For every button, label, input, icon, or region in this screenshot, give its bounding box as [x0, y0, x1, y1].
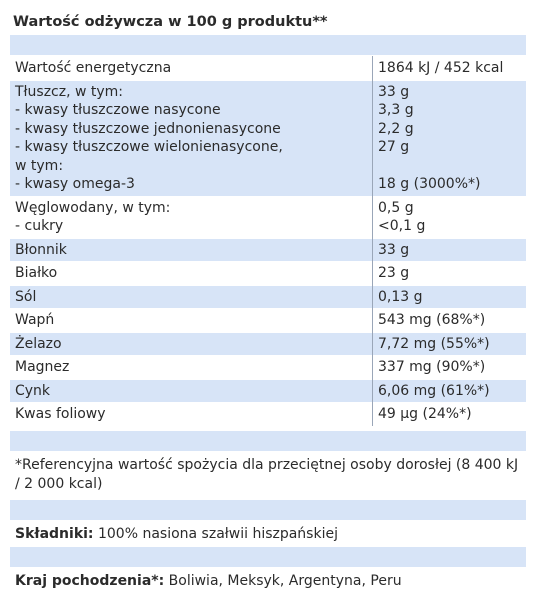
- nutrient-name-cell: [10, 196, 373, 238]
- nutrient-name: Magnez: [15, 359, 70, 375]
- nutrient-name: Węglowodany, w tym:: [15, 199, 171, 216]
- nutrient-value: 49 µg (24%*): [378, 406, 472, 422]
- nutrient-row: [10, 285, 526, 309]
- nutrient-name: - kwasy tłuszczowe wielonienasycone,: [15, 139, 283, 155]
- nutrient-value-cell: [373, 57, 527, 81]
- nutrient-name: Sól: [15, 288, 37, 305]
- header-bar: [10, 35, 526, 56]
- origin-label: Kraj pochodzenia*:: [15, 572, 165, 589]
- separator-bar: [10, 431, 526, 452]
- nutrient-row: [10, 196, 526, 238]
- nutrient-value-cell: [373, 379, 527, 403]
- nutrient-value: 23 g: [378, 265, 410, 281]
- nutrient-name: w tym:: [15, 157, 64, 174]
- nutrient-value-cell: [373, 309, 527, 333]
- nutrient-name-cell: [10, 262, 373, 286]
- nutrient-name: - kwasy omega-3: [15, 176, 135, 192]
- nutrient-name: - kwasy tłuszczowe jednonienasycone: [15, 120, 281, 137]
- nutrient-value: <0,1 g: [378, 218, 426, 234]
- nutrient-value-cell: [373, 356, 527, 380]
- nutrient-row: [10, 332, 526, 356]
- nutrient-name-cell: [10, 356, 373, 380]
- nutrient-name: Kwas foliowy: [15, 406, 106, 422]
- nutrient-value-cell: [373, 238, 527, 262]
- nutrient-value: 18 g (3000%*): [378, 176, 481, 192]
- ingredients-label: Składniki:: [15, 525, 94, 542]
- nutrient-value: 27 g: [378, 139, 410, 155]
- nutrient-name: Białko: [15, 265, 58, 281]
- nutrient-name: Wartość energetyczna: [15, 60, 172, 76]
- nutrient-value: 6,06 mg (61%*): [378, 382, 490, 399]
- nutrient-value: 33 g: [378, 241, 410, 258]
- nutrient-value-cell: [373, 80, 527, 196]
- nutrient-row: [10, 238, 526, 262]
- nutrient-value: 543 mg (68%*): [378, 312, 486, 328]
- nutrient-name-cell: [10, 238, 373, 262]
- nutrition-table: [10, 56, 526, 426]
- nutrition-panel: [10, 9, 526, 594]
- nutrient-value-cell: [373, 332, 527, 356]
- nutrient-row: [10, 403, 526, 426]
- nutrient-name-cell: [10, 332, 373, 356]
- nutrient-name: Błonnik: [15, 241, 67, 258]
- nutrient-value: 337 mg (90%*): [378, 359, 486, 375]
- footnote: *Referencyjna wartość spożycia dla przeciętnej osoby dorosłej (8 400 kJ / 2 000 kcal): [15, 456, 519, 492]
- nutrient-name-cell: [10, 80, 373, 196]
- nutrient-value: 33 g: [378, 83, 410, 100]
- nutrient-row: [10, 262, 526, 286]
- nutrient-name-cell: [10, 379, 373, 403]
- nutrient-name-cell: [10, 57, 373, 81]
- nutrient-name-cell: [10, 285, 373, 309]
- nutrient-name: Żelazo: [15, 335, 62, 352]
- nutrient-value-cell: [373, 262, 527, 286]
- nutrient-value-cell: [373, 285, 527, 309]
- nutrient-value-cell: [373, 196, 527, 238]
- nutrient-value-cell: [373, 403, 527, 426]
- origin-text: Boliwia, Meksyk, Argentyna, Peru: [164, 572, 402, 589]
- nutrient-row: [10, 309, 526, 333]
- nutrient-value: 3,3 g: [378, 102, 414, 118]
- nutrient-row: [10, 356, 526, 380]
- nutrient-name: Cynk: [15, 382, 51, 399]
- separator-bar: [10, 500, 526, 521]
- nutrient-value: 7,72 mg (55%*): [378, 335, 490, 352]
- nutrient-row: [10, 80, 526, 196]
- nutrient-value: 0,5 g: [378, 199, 414, 216]
- separator-bar: [10, 547, 526, 568]
- nutrition-title: Wartość odżywcza w 100 g produktu**: [13, 14, 328, 30]
- nutrient-name-cell: [10, 403, 373, 426]
- nutrient-row: [10, 379, 526, 403]
- origin-line: [10, 568, 526, 594]
- nutrient-name: Wapń: [15, 312, 55, 328]
- nutrient-value: 2,2 g: [378, 120, 414, 137]
- nutrient-value: [378, 157, 521, 176]
- nutrient-name: - kwasy tłuszczowe nasycone: [15, 102, 221, 118]
- nutrient-value: 0,13 g: [378, 288, 423, 305]
- nutrient-row: [10, 57, 526, 81]
- ingredients-text: 100% nasiona szałwii hiszpańskiej: [93, 525, 338, 542]
- nutrient-name: - cukry: [15, 218, 64, 234]
- nutrient-name-cell: [10, 309, 373, 333]
- nutrient-name: Tłuszcz, w tym:: [15, 83, 124, 100]
- ingredients-line: [10, 521, 526, 547]
- nutrient-value: 1864 kJ / 452 kcal: [378, 60, 504, 76]
